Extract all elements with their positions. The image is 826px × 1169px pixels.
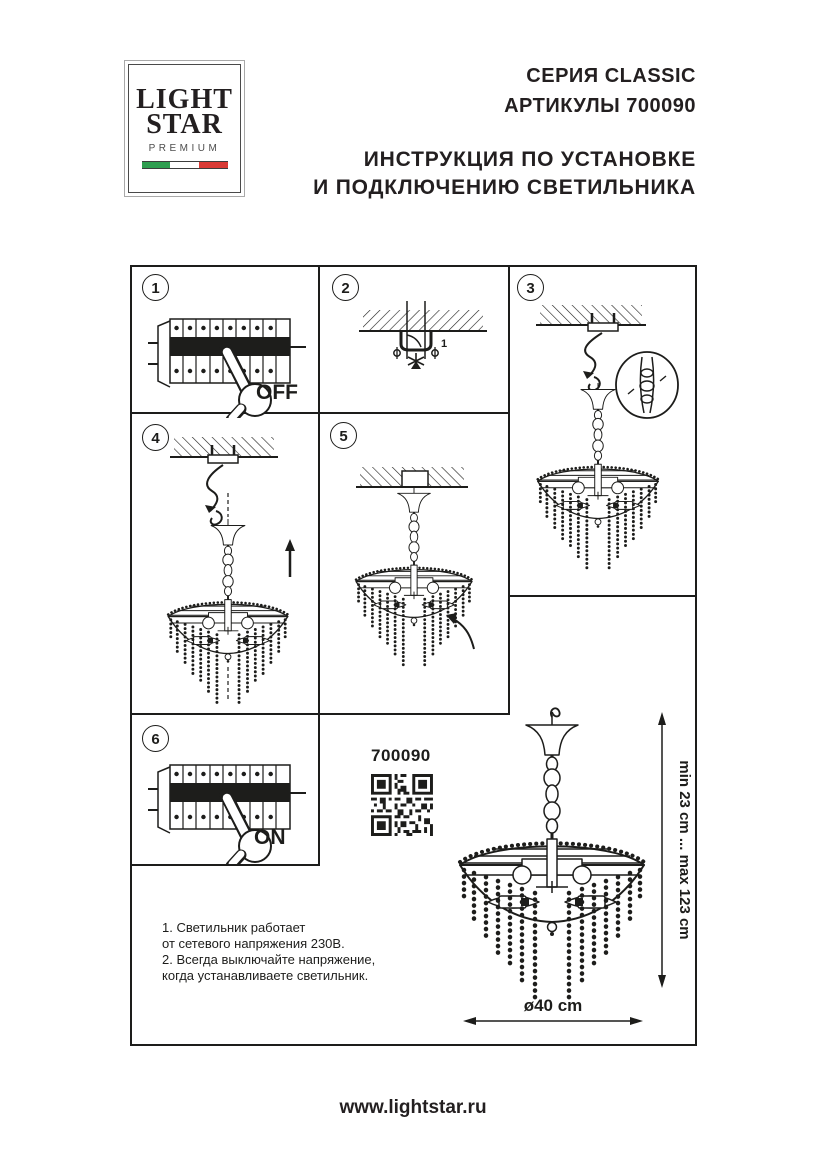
step-1-badge: 1 bbox=[142, 274, 169, 301]
flag-green bbox=[142, 162, 171, 168]
product-dimensions-illustration bbox=[440, 703, 695, 1044]
article-number: 700090 bbox=[371, 746, 431, 765]
document-title bbox=[313, 146, 696, 202]
logo-word-star: STAR bbox=[146, 109, 223, 140]
series-label: СЕРИЯ CLASSIC bbox=[526, 65, 696, 87]
note-line: 2. Всегда выключайте напряжение, bbox=[162, 952, 376, 967]
articles-label: АРТИКУЛЫ 700090 bbox=[504, 95, 696, 117]
lightstar-logo bbox=[124, 60, 245, 197]
note-line: 1. Светильник работает bbox=[162, 920, 306, 935]
qr-code bbox=[371, 774, 433, 836]
step-4-badge: 4 bbox=[142, 424, 169, 451]
chandelier-lift-illustration bbox=[152, 427, 327, 709]
safety-notes bbox=[162, 920, 375, 984]
header-series-block bbox=[504, 61, 696, 121]
logo-frame bbox=[128, 64, 241, 193]
logo-word-light: LIGHT bbox=[136, 84, 233, 115]
step-2-badge: 2 bbox=[332, 274, 359, 301]
note-line: от сетевого напряжения 230В. bbox=[162, 936, 345, 951]
flag-red bbox=[199, 162, 228, 168]
flag-white bbox=[170, 162, 199, 168]
note-line: когда устанавливаете светильник. bbox=[162, 968, 369, 983]
footer-website: www.lightstar.ru bbox=[339, 1097, 487, 1118]
step-3-badge: 3 bbox=[517, 274, 544, 301]
chandelier-mounted-illustration bbox=[352, 457, 517, 712]
italy-flag-icon bbox=[142, 161, 228, 169]
instruction-board bbox=[130, 265, 697, 1046]
step-5-badge: 5 bbox=[330, 422, 357, 449]
diameter-dimension-label: ø40 cm bbox=[523, 996, 583, 1015]
off-label: OFF bbox=[256, 381, 298, 404]
title-line-2: И ПОДКЛЮЧЕНИЮ СВЕТИЛЬНИКА bbox=[313, 176, 696, 199]
height-dimension-label: min 23 cm ... max 123 cm bbox=[676, 760, 693, 940]
step-6-badge: 6 bbox=[142, 725, 169, 752]
chandelier-hanging-illustration bbox=[510, 293, 693, 593]
divider bbox=[508, 595, 695, 597]
on-label: ON bbox=[254, 826, 286, 849]
title-line-1: ИНСТРУКЦИЯ ПО УСТАНОВКЕ bbox=[363, 148, 696, 171]
ceiling-bracket-illustration bbox=[355, 295, 505, 410]
divider bbox=[132, 864, 320, 866]
logo-premium-label: PREMIUM bbox=[148, 143, 221, 154]
bracket-callout: 1 bbox=[441, 338, 448, 350]
